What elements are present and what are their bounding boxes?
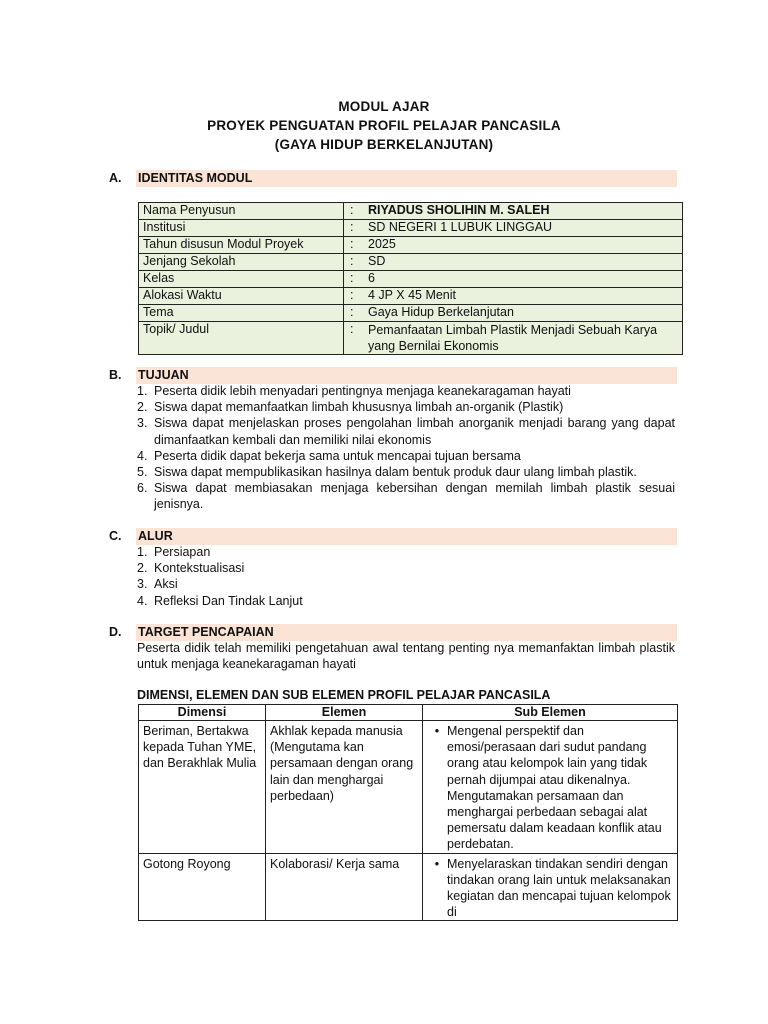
list-text: Siswa dapat membiasakan menjaga kebersihan dengan memilah limbah plastik sesuai jenisnya. <box>154 481 675 512</box>
elemen-cell: Kolaborasi/ Kerja sama <box>266 853 423 921</box>
colon: : <box>350 237 354 251</box>
bullet-icon: • <box>434 856 440 871</box>
identitas-value-cell <box>344 305 683 322</box>
section-d-header <box>109 624 677 641</box>
list-text: Aksi <box>154 577 178 592</box>
list-item <box>137 448 675 464</box>
identitas-key: Tema <box>139 305 344 322</box>
col-header-elemen: Elemen <box>266 705 423 721</box>
bullet-text: Menyelaraskan tindakan sendiri dengan tindakan orang lain untuk melaksanakan kegiatan dan mencapai tujuan kelompok di <box>447 856 671 920</box>
identitas-row <box>139 220 683 237</box>
identitas-key: Topik/ Judul <box>139 322 344 355</box>
identitas-value-cell <box>344 322 683 355</box>
tujuan-list <box>137 383 675 513</box>
bullet-item <box>427 723 673 788</box>
colon: : <box>350 203 354 217</box>
list-item <box>137 383 675 399</box>
identitas-value-cell <box>344 254 683 271</box>
list-text: Kontekstualisasi <box>154 561 245 576</box>
list-number: 2. <box>137 561 148 576</box>
identitas-table <box>138 202 683 355</box>
col-header-dimensi: Dimensi <box>139 705 266 721</box>
identitas-key: Kelas <box>139 271 344 288</box>
bullet-text: Mengenal perspektif dan emosi/perasaan dari sudut pandang orang atau kelompok lain yang tidak pernah dijumpai atau dikenalnya. <box>447 724 648 787</box>
identitas-value: RIYADUS SHOLIHIN M. SALEH <box>368 203 550 217</box>
list-number: 4. <box>137 593 148 608</box>
identitas-value: 2025 <box>368 237 396 251</box>
colon: : <box>350 271 354 285</box>
section-a-header <box>109 170 677 187</box>
alur-list <box>137 544 675 609</box>
identitas-row <box>139 237 683 254</box>
doc-title-line1: MODUL AJAR <box>338 99 430 114</box>
dimensi-table <box>138 704 678 921</box>
colon: : <box>350 254 354 268</box>
list-item <box>137 399 675 415</box>
list-number: 2. <box>137 400 148 415</box>
colon: : <box>350 220 354 234</box>
identitas-row <box>139 305 683 322</box>
sub-elemen-cell <box>423 853 678 921</box>
identitas-key: Nama Penyusun <box>139 203 344 220</box>
identitas-value: SD <box>368 254 386 268</box>
identitas-value: Pemanfaatan Limbah Plastik Menjadi Sebuah Karya yang Bernilai Ekonomis <box>368 323 658 353</box>
section-b-letter: B. <box>109 368 122 382</box>
table-row <box>139 853 678 921</box>
section-a-letter: A. <box>109 171 122 185</box>
identitas-value: SD NEGERI 1 LUBUK LINGGAU <box>368 220 553 234</box>
section-a-title: IDENTITAS MODUL <box>138 171 253 185</box>
list-number: 1. <box>137 545 148 559</box>
identitas-key: Institusi <box>139 220 344 237</box>
list-item <box>137 560 675 576</box>
target-paragraph: Peserta didik telah memiliki pengetahuan awal tentang penting nya memanfaktan limbah plastik untuk menjaga keanekaragaman hayati <box>137 641 675 672</box>
section-c-header <box>109 528 677 545</box>
section-c-letter: C. <box>109 529 122 543</box>
identitas-row <box>139 322 683 355</box>
identitas-value: Gaya Hidup Berkelanjutan <box>368 305 514 319</box>
dimensi-cell: Beriman, Bertakwa kepada Tuhan YME, dan Berakhlak Mulia <box>139 721 266 854</box>
doc-title-line3: (GAYA HIDUP BERKELANJUTAN) <box>274 137 494 152</box>
section-d-letter: D. <box>109 625 122 639</box>
list-number: 4. <box>137 448 148 463</box>
list-number: 3. <box>137 416 148 431</box>
table-row <box>139 721 678 854</box>
list-text: Peserta didik dapat bekerja sama untuk mencapai tujuan bersama <box>154 448 521 463</box>
section-d-title: TARGET PENCAPAIAN <box>138 625 274 639</box>
identitas-value-cell <box>344 220 683 237</box>
identitas-row <box>139 288 683 305</box>
section-c-title: ALUR <box>138 529 173 543</box>
list-text: Siswa dapat memanfaatkan limbah khususnya limbah an-organik (Plastik) <box>154 400 564 415</box>
identitas-value-cell <box>344 203 683 220</box>
list-item <box>137 480 675 512</box>
list-text: Peserta didik lebih menyadari pentingnya menjaga keanekaragaman hayati <box>154 384 571 398</box>
list-text: Refleksi Dan Tindak Lanjut <box>154 593 303 608</box>
list-number: 5. <box>137 465 148 480</box>
section-b-title: TUJUAN <box>138 368 189 382</box>
identitas-row <box>139 271 683 288</box>
list-text: Siswa dapat mempublikasikan hasilnya dalam bentuk produk daur ulang limbah plastik. <box>154 465 637 480</box>
identitas-value: 6 <box>368 271 375 285</box>
identitas-value-cell <box>344 288 683 305</box>
col-header-sub-elemen: Sub Elemen <box>423 705 678 721</box>
doc-title-line2: PROYEK PENGUATAN PROFIL PELAJAR PANCASILA <box>207 118 561 133</box>
identitas-key: Jenjang Sekolah <box>139 254 344 271</box>
list-item <box>137 593 675 609</box>
identitas-key: Tahun disusun Modul Proyek <box>139 237 344 254</box>
elemen-cell: Akhlak kepada manusia (Mengutama kan persamaan dengan orang lain dan menghargai perbedaan) <box>266 721 423 854</box>
colon: : <box>350 305 354 319</box>
bullet-icon: • <box>434 724 440 738</box>
dimensi-header-row <box>139 705 678 721</box>
sub-elemen-continuation: Mengutamakan persamaan dan menghargai perbedaan sebagai alat pemersatu dalam keadaan konflik atau perdebatan. <box>447 788 662 852</box>
identitas-value-cell <box>344 271 683 288</box>
colon: : <box>350 322 354 336</box>
list-text: Siswa dapat menjelaskan proses pengolahan limbah anorganik menjadi barang yang dapat dimanfaatkan kembali dan memiliki nilai ekonomis <box>154 416 675 447</box>
identitas-value-cell <box>344 237 683 254</box>
identitas-value: 4 JP X 45 Menit <box>368 288 457 302</box>
list-number: 3. <box>137 577 148 592</box>
colon: : <box>350 288 354 302</box>
identitas-key: Alokasi Waktu <box>139 288 344 305</box>
dimensi-cell: Gotong Royong <box>139 853 266 921</box>
list-item <box>137 576 675 592</box>
list-item <box>137 415 675 447</box>
sub-elemen-cell <box>423 721 678 854</box>
list-item <box>137 464 675 480</box>
dimensi-title: DIMENSI, ELEMEN DAN SUB ELEMEN PROFIL PELAJAR PANCASILA <box>137 688 551 702</box>
identitas-row <box>139 203 683 220</box>
section-b-header <box>109 367 677 384</box>
bullet-item <box>427 856 673 921</box>
list-number: 1. <box>137 384 148 398</box>
list-item <box>137 544 675 560</box>
list-text: Persiapan <box>154 545 211 559</box>
list-number: 6. <box>137 481 148 496</box>
identitas-row <box>139 254 683 271</box>
